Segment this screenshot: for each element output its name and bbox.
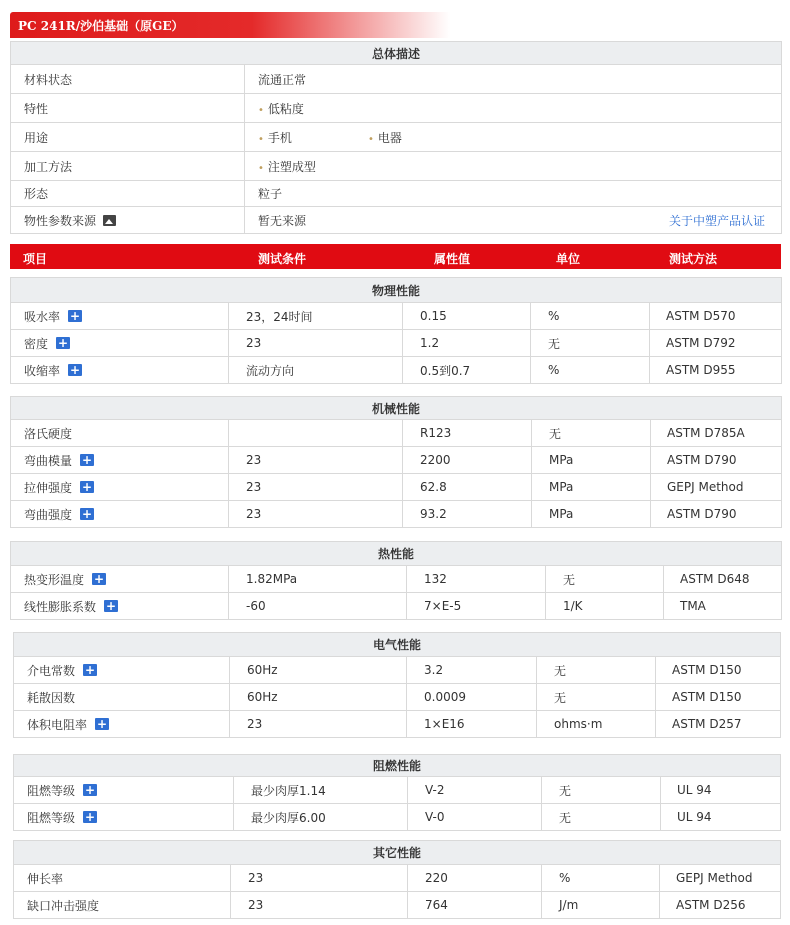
unit-text: MPa [549,507,574,521]
test-method [656,711,781,738]
test-condition [230,711,407,738]
test-method-text: ASTM D955 [666,363,736,377]
test-method [660,865,781,892]
overview-value [245,94,782,123]
expand-plus-icon[interactable]: + [93,572,105,586]
overview-header: 总体描述 [11,42,782,65]
property-value [407,566,546,593]
unit [537,684,656,711]
expand-plus-icon[interactable]: + [96,717,108,731]
property-name [11,447,229,474]
test-condition-text: 最少肉厚1.14 [251,783,326,798]
section-header: 其它性能 [14,841,781,865]
test-method [651,420,782,447]
overview-value [245,207,782,234]
unit [542,804,661,831]
overview-label: 材料状态 [11,65,245,94]
test-method-text: ASTM D150 [672,663,742,677]
unit [546,593,664,620]
overview-label: 加工方法 [11,152,245,181]
property-name-text: 弯曲模量 [24,453,73,468]
unit-text: 无 [563,572,576,587]
property-name-text: 耗散因数 [27,690,76,705]
section-table [13,632,781,738]
source-label: 物性参数来源 [24,213,97,228]
column-header: 测试方法 [669,252,718,266]
unit-text: 1/K [563,599,583,613]
unit-text: % [548,309,560,323]
overview-value [245,152,782,181]
expand-plus-icon[interactable]: + [81,507,93,521]
property-value-text: 0.0009 [424,690,466,704]
test-condition [234,804,408,831]
property-name [14,804,234,831]
unit [542,892,660,919]
image-icon[interactable] [103,215,116,226]
property-value [403,501,532,528]
test-method [651,474,782,501]
section-table [13,840,781,919]
test-method [660,892,781,919]
unit [531,330,650,357]
property-name-text: 线性膨胀系数 [24,599,97,614]
test-method [651,447,782,474]
unit-text: 无 [554,663,567,678]
unit-text: J/m [559,898,579,912]
test-condition [229,303,403,330]
test-method-text: ASTM D256 [676,898,746,912]
property-value-text: 2200 [420,453,451,467]
test-condition-text: 23 [246,453,262,467]
property-name [11,501,229,528]
unit [546,566,664,593]
property-name [11,357,229,384]
property-name [14,892,231,919]
property-value-text: 7×E-5 [424,599,462,613]
property-value [403,303,531,330]
test-condition [229,501,403,528]
property-value [408,777,542,804]
property-value [403,447,532,474]
column-header: 测试条件 [258,252,307,266]
property-name-text: 体积电阻率 [27,717,88,732]
property-name-text: 阻燃等级 [27,810,76,825]
unit [532,474,651,501]
overview-label: 特性 [11,94,245,123]
property-value-text: 0.5到0.7 [420,363,471,378]
unit-text: 无 [554,690,567,705]
property-value-text: 1.2 [420,336,440,350]
property-value [408,892,542,919]
property-name [14,711,230,738]
test-condition-text: 23 [248,898,264,912]
test-method-text: ASTM D790 [667,453,737,467]
expand-plus-icon[interactable]: + [57,336,69,350]
unit-text: MPa [549,480,574,494]
property-value [403,357,531,384]
unit [537,657,656,684]
property-name-text: 阻燃等级 [27,783,76,798]
unit [532,420,651,447]
unit-text: 无 [549,426,562,441]
unit-text: 无 [548,336,561,351]
test-method [661,804,781,831]
property-value [403,474,532,501]
property-name [14,684,230,711]
property-name [14,777,234,804]
section-header: 热性能 [11,542,782,566]
property-value [407,657,537,684]
property-value [408,865,542,892]
property-value-text: 1×E16 [424,717,465,731]
column-header: 属性值 [434,252,471,266]
expand-plus-icon[interactable]: + [81,480,93,494]
property-value-text: R123 [420,426,452,440]
unit [532,447,651,474]
certification-link[interactable]: 关于中塑产品认证 [668,213,765,228]
section-header: 电气性能 [14,633,781,657]
title-bar [10,12,450,38]
test-method-text: TMA [680,599,706,613]
property-name [11,420,229,447]
test-method-text: UL 94 [677,783,712,797]
section-header: 物理性能 [11,278,782,303]
property-value [407,711,537,738]
property-value-text: 764 [425,898,448,912]
column-header: 单位 [556,252,581,266]
test-method-text: ASTM D570 [666,309,736,323]
property-name [14,865,231,892]
property-name [11,566,229,593]
test-method [650,357,782,384]
source-value: 暂无来源 [258,213,307,228]
property-value-text: 220 [425,871,448,885]
expand-plus-icon[interactable]: + [69,309,81,323]
property-value-text: 93.2 [420,507,447,521]
use-tag: • 电器 [368,129,402,146]
property-value [408,804,542,831]
test-condition [231,865,408,892]
test-condition [229,566,407,593]
unit-text: 无 [559,783,572,798]
test-condition-text: 60Hz [247,663,278,677]
expand-plus-icon[interactable]: + [105,599,117,613]
test-condition [229,357,403,384]
property-name-text: 缺口冲击强度 [27,898,100,913]
test-method [664,593,782,620]
property-name [11,330,229,357]
property-name [11,474,229,501]
test-condition-text: 1.82MPa [246,572,298,586]
property-name-text: 伸长率 [27,871,64,886]
test-method-text: ASTM D792 [666,336,736,350]
test-method [661,777,781,804]
section-table [13,754,781,831]
test-method [651,501,782,528]
section-header: 机械性能 [11,397,782,420]
test-method-text: ASTM D648 [680,572,750,586]
section-table [10,277,782,384]
unit [542,777,661,804]
overview-label [11,207,245,234]
test-method-text: ASTM D257 [672,717,742,731]
test-condition-text: 流动方向 [246,363,295,378]
property-value-text: 3.2 [424,663,444,677]
unit-text: % [548,363,560,377]
unit-text: ohms·m [554,717,603,731]
property-value [407,593,546,620]
property-value-text: 62.8 [420,480,447,494]
unit [531,303,650,330]
test-method-text: ASTM D785A [667,426,745,440]
test-method [650,330,782,357]
test-condition [229,447,403,474]
section-table [10,541,782,620]
column-header-row [10,244,781,269]
expand-plus-icon[interactable]: + [84,783,96,797]
test-condition-text: 23 [248,871,264,885]
test-method [656,684,781,711]
property-name-text: 洛氏硬度 [24,426,73,441]
expand-plus-icon[interactable]: + [84,663,96,677]
section-table [10,396,782,528]
property-value-text: V-0 [425,810,445,824]
test-condition [229,593,407,620]
unit [537,711,656,738]
unit [542,865,660,892]
test-method [650,303,782,330]
expand-plus-icon[interactable]: + [69,363,81,377]
page-title: PC 241R/沙伯基础（原GE） [18,19,184,33]
property-name-text: 收缩率 [24,363,61,378]
feature-tag: • 低粘度 [258,100,304,117]
test-condition-text: -60 [246,599,266,613]
test-condition [234,777,408,804]
overview-value: 粒子 [245,181,782,207]
test-condition-text: 23 [246,507,262,521]
test-condition [229,420,403,447]
test-condition-text: 23 [246,480,262,494]
test-condition-text: 23 [246,336,262,350]
property-value-text: V-2 [425,783,445,797]
property-name-text: 拉伸强度 [24,480,73,495]
test-condition [230,657,407,684]
property-name-text: 密度 [24,336,49,351]
process-tag: • 注塑成型 [258,158,316,175]
test-method-text: ASTM D150 [672,690,742,704]
expand-plus-icon[interactable]: + [81,453,93,467]
section-header: 阻燃性能 [14,755,781,777]
overview-value: 流通正常 [245,65,782,94]
test-condition-text: 最少肉厚6.00 [251,810,326,825]
test-method-text: ASTM D790 [667,507,737,521]
test-condition-text: 60Hz [247,690,278,704]
property-name [11,593,229,620]
overview-label: 用途 [11,123,245,152]
property-name-text: 热变形温度 [24,572,85,587]
unit [532,501,651,528]
unit [531,357,650,384]
column-header: 项目 [23,252,48,266]
test-method-text: GEPJ Method [667,480,744,494]
test-condition [229,474,403,501]
overview-value [245,123,782,152]
property-name [14,657,230,684]
overview-label: 形态 [11,181,245,207]
property-value-text: 0.15 [420,309,447,323]
property-name-text: 介电常数 [27,663,76,678]
use-tag: • 手机 [258,129,368,146]
unit-text: 无 [559,810,572,825]
property-value [403,330,531,357]
property-value-text: 132 [424,572,447,586]
overview-table [10,41,782,234]
test-method-text: UL 94 [677,810,712,824]
property-name [11,303,229,330]
property-value [403,420,532,447]
test-condition [231,892,408,919]
test-method [656,657,781,684]
property-name-text: 弯曲强度 [24,507,73,522]
expand-plus-icon[interactable]: + [84,810,96,824]
test-method-text: GEPJ Method [676,871,753,885]
test-condition-text: 23 [247,717,263,731]
test-condition-text: 23，24时间 [246,309,313,324]
test-method [664,566,782,593]
unit-text: % [559,871,571,885]
test-condition [229,330,403,357]
property-name-text: 吸水率 [24,309,61,324]
property-value [407,684,537,711]
test-condition [230,684,407,711]
unit-text: MPa [549,453,574,467]
